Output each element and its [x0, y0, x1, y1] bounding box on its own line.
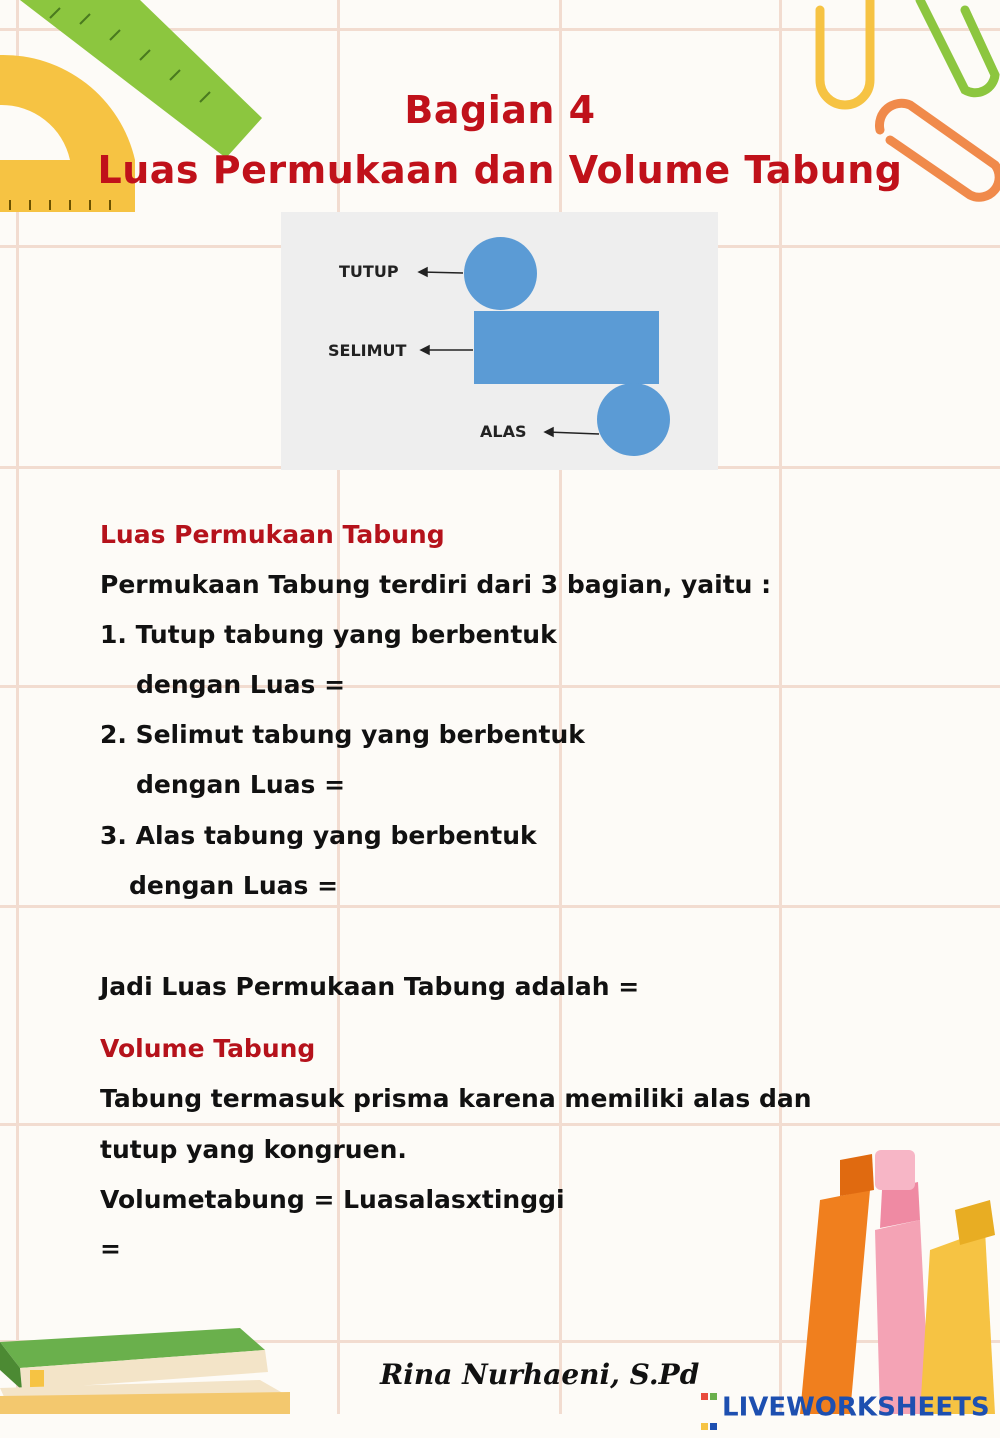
cylinder-net-diagram [281, 212, 718, 470]
alas-circle [597, 383, 670, 456]
liveworksheets-logo-icon [700, 1378, 718, 1438]
alas-arrow [547, 432, 599, 434]
list-item-luas: dengan Luas = [136, 670, 346, 699]
list-item: 3. Alas tabung yang berbentuk [100, 821, 537, 850]
orange-highlighter-icon [800, 1154, 874, 1414]
liveworksheets-watermark[interactable] [700, 1378, 990, 1438]
book-icon [0, 1328, 268, 1390]
books-illustration [0, 1310, 300, 1414]
volume-formula: Volumetabung = Luasalasxtinggi [100, 1185, 565, 1214]
watermark-text: LIVEWORKSHEETS [722, 1392, 990, 1423]
list-item: 2. Selimut tabung yang berbentuk [100, 720, 585, 749]
highlighters-illustration [780, 1140, 1000, 1414]
volume-text-line1: Tabung termasuk prisma karena memiliki alas dan [100, 1084, 812, 1113]
selimut-label: SELIMUT [328, 341, 407, 360]
volume-text-line2: tutup yang kongruen. [100, 1135, 407, 1164]
luas-summary: Jadi Luas Permukaan Tabung adalah = [100, 972, 640, 1001]
list-item: 1. Tutup tabung yang berbentuk [100, 620, 557, 649]
luas-heading: Luas Permukaan Tabung [100, 520, 445, 549]
volume-equals: = [100, 1234, 121, 1263]
volume-heading: Volume Tabung [100, 1034, 316, 1063]
alas-label: ALAS [480, 422, 527, 441]
tutup-label: TUTUP [339, 262, 399, 281]
tutup-circle [464, 237, 537, 310]
list-item-luas: dengan Luas = [136, 770, 346, 799]
luas-intro: Permukaan Tabung terdiri dari 3 bagian, yaitu : [100, 570, 772, 599]
page-title: Bagian 4 [404, 88, 596, 132]
list-item-luas: dengan Luas = [129, 871, 339, 900]
paperclip-icon [920, 0, 995, 93]
selimut-rectangle [474, 311, 659, 384]
page-subtitle: Luas Permukaan dan Volume Tabung [97, 148, 903, 192]
pink-highlighter-icon [875, 1150, 930, 1414]
author-signature: Rina Nurhaeni, S.Pd [380, 1358, 700, 1391]
